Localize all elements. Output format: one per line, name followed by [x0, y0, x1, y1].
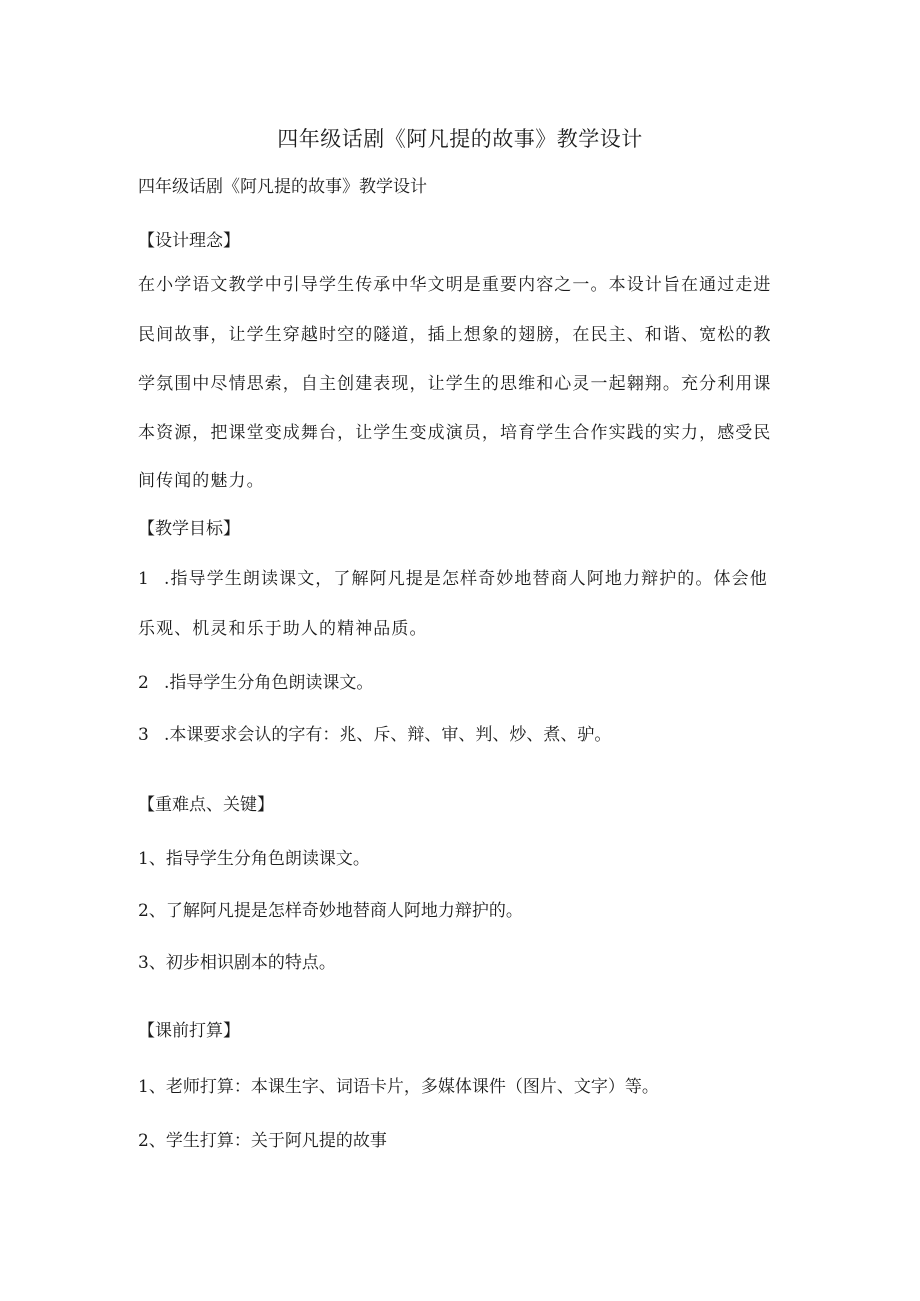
keypoint-item: 3、初步相识剧本的特点。: [138, 953, 336, 973]
concept-line: 在小学语文教学中引导学生传承中华文明是重要内容之一。本设计旨在通过走进: [138, 275, 772, 295]
section-heading-concept: 【设计理念】: [138, 231, 240, 251]
goal-item: [138, 670, 798, 696]
document-subtitle: 四年级话剧《阿凡提的故事》教学设计: [138, 177, 427, 197]
section-heading-goals: 【教学目标】: [138, 519, 240, 539]
concept-line: 民间故事，让学生穿越时空的隧道，插上想象的翅膀，在民主、和谐、宽松的教: [138, 325, 772, 345]
prep-item: 1、老师打算：本课生字、词语卡片，多媒体课件（图片、文字）等。: [138, 1077, 659, 1097]
concept-line: 本资源，把课堂变成舞台，让学生变成演员，培育学生合作实践的实力，感受民: [138, 423, 772, 443]
goal-text: .本课要求会认的字有：兆、斥、辩、审、判、炒、煮、驴。: [164, 725, 612, 745]
goal-item-continuation: 乐观、机灵和乐于助人的精神品质。: [138, 619, 428, 639]
concept-line: 学氛围中尽情思索，自主创建表现，让学生的思维和心灵一起翱翔。充分利用课: [138, 374, 772, 394]
goal-number: 2: [138, 673, 149, 693]
prep-item: 2、学生打算：关于阿凡提的故事: [138, 1131, 387, 1151]
document-title: 四年级话剧《阿凡提的故事》教学设计: [277, 127, 643, 151]
goal-text: .指导学生分角色朗读课文。: [164, 673, 374, 693]
keypoint-item: 2、了解阿凡提是怎样奇妙地替商人阿地力辩护的。: [138, 901, 523, 921]
section-heading-prep: 【课前打算】: [138, 1021, 240, 1041]
concept-line: 间传闻的魅力。: [138, 471, 265, 491]
goal-number: 1: [138, 569, 150, 589]
goal-item: [138, 722, 798, 748]
section-heading-keypoints: 【重难点、关键】: [138, 795, 274, 815]
goal-item: [138, 566, 798, 592]
goal-number: 3: [138, 725, 149, 745]
goal-text: .指导学生朗读课文，了解阿凡提是怎样奇妙地替商人阿地力辩护的。体会他: [164, 569, 768, 589]
keypoint-item: 1、指导学生分角色朗读课文。: [138, 849, 370, 869]
